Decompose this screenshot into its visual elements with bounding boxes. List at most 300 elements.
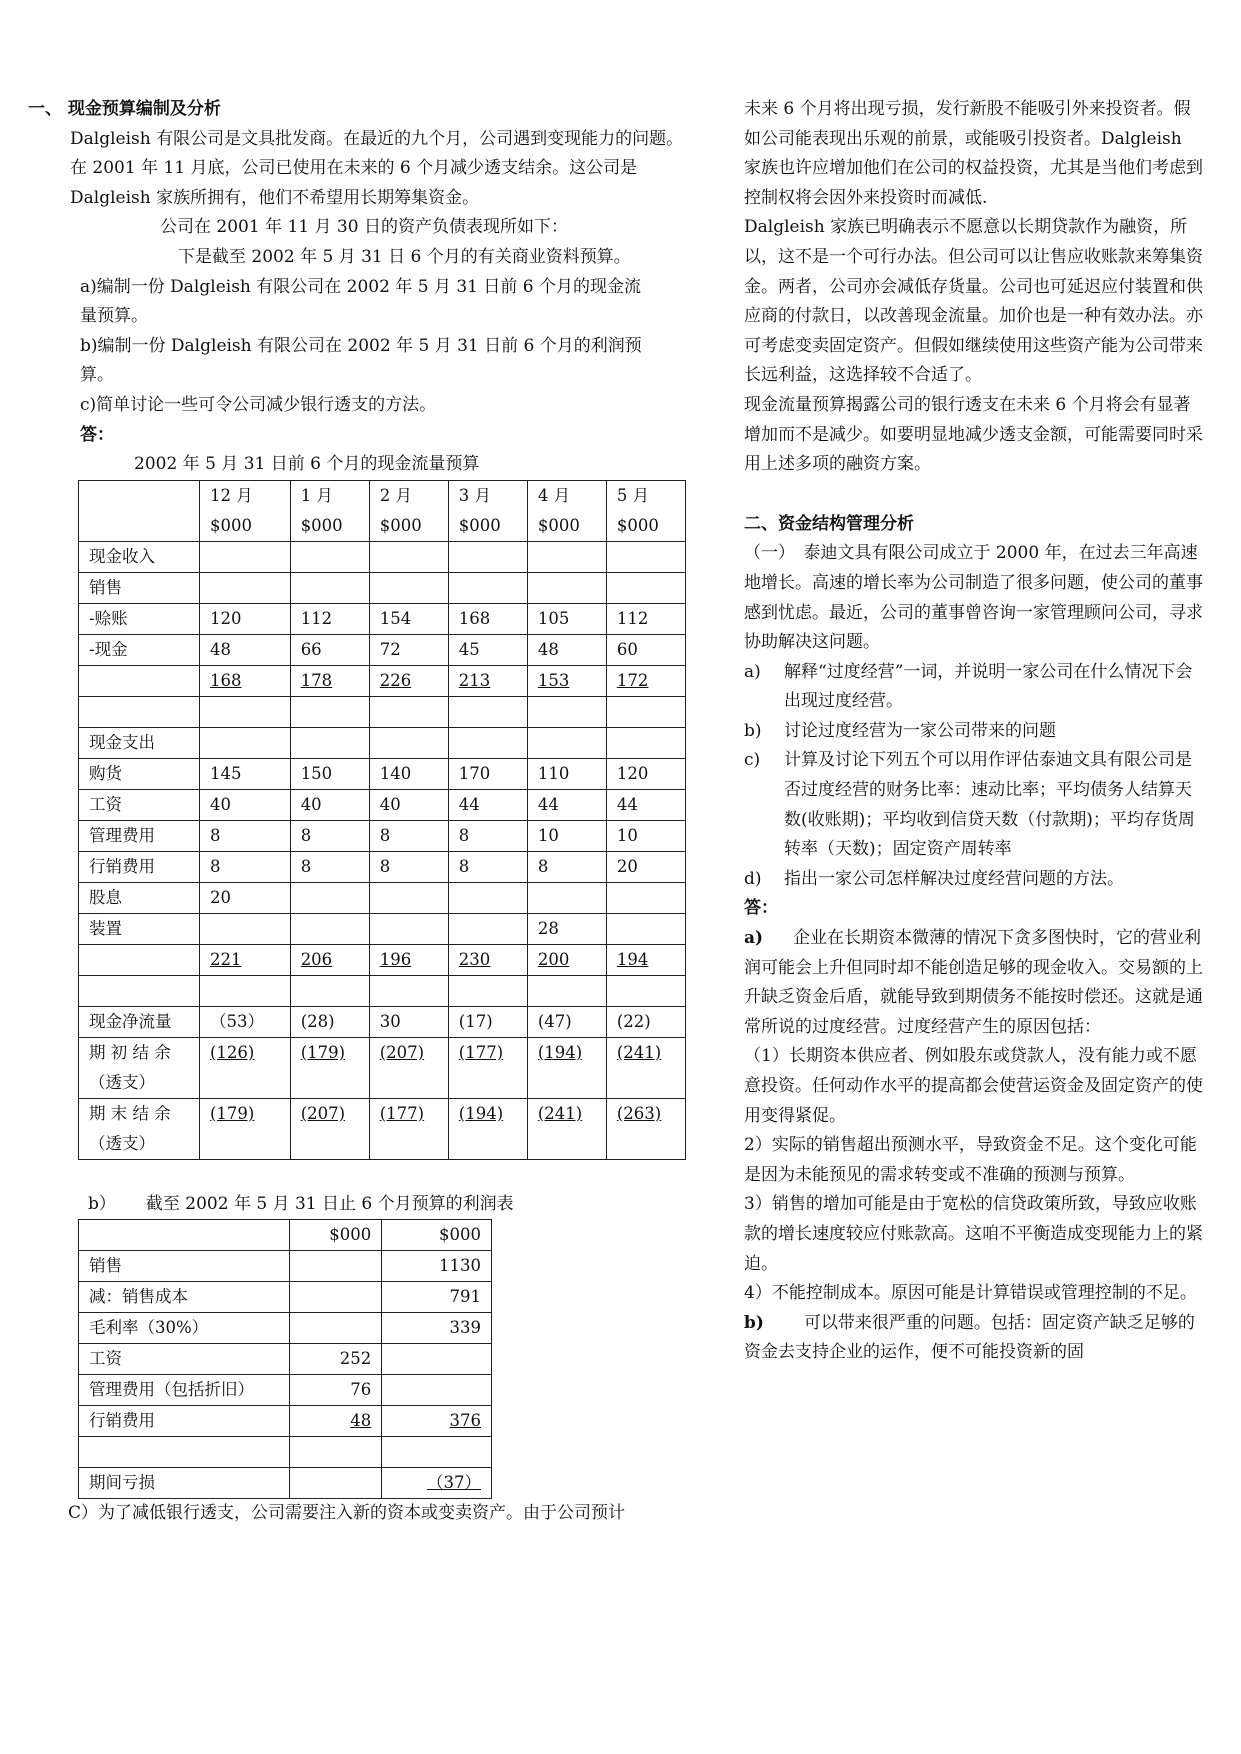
cell-value: 252	[339, 1349, 372, 1369]
cell-value: (241)	[537, 1103, 583, 1123]
cell-value: 40	[379, 794, 401, 814]
month-header	[290, 480, 369, 541]
table-cell	[527, 634, 606, 665]
table-cell	[369, 1098, 448, 1159]
table-cell	[290, 1344, 382, 1375]
cell-value: 213	[458, 670, 491, 690]
table-cell	[200, 634, 291, 665]
table-cell	[290, 1468, 382, 1499]
table-cell	[448, 882, 527, 913]
table-cell	[290, 1251, 382, 1282]
month-label: 4 月	[537, 485, 571, 505]
table-cell	[527, 603, 606, 634]
table-row	[79, 1098, 686, 1159]
table-row	[79, 820, 686, 851]
table-cell	[382, 1313, 492, 1344]
month-label: 3 月	[458, 485, 492, 505]
table-row	[79, 603, 686, 634]
row-label: 工资	[79, 789, 200, 820]
cell-value: (194)	[458, 1103, 504, 1123]
cell-value: 153	[537, 670, 570, 690]
cell-value: (177)	[379, 1103, 425, 1123]
question-b: b)编制一份 Dalgleish 有限公司在 2002 年 5 月 31 日前 6 个月的利润预算。	[80, 335, 642, 386]
list-text: 指出一家公司怎样解决过度经营问题的方法。	[784, 868, 1124, 889]
paragraph: Dalgleish 有限公司是文具批发商。在最近的九个月，公司遇到变现能力的问题。在 2001 年 11 月底，公司已使用在未来的 6 个月减少透支结余。这公司是 Dalgleish 家族所拥有，他们不希望用长期筹集资金。	[70, 128, 684, 208]
table-cell	[200, 913, 291, 944]
unit-label: $000	[616, 515, 659, 535]
table-cell	[527, 1098, 606, 1159]
unit-label: $000	[210, 515, 252, 535]
cell-value: (177)	[458, 1042, 504, 1062]
cell-value: 60	[616, 639, 638, 659]
table-row	[79, 541, 686, 572]
table-cell	[527, 541, 606, 572]
row-label: 管理费用（包括折旧）	[79, 1375, 290, 1406]
table-cell	[369, 541, 448, 572]
table-cell	[200, 572, 291, 603]
table-cell	[606, 975, 685, 1006]
answer-label: 答：	[744, 898, 778, 919]
row-label	[79, 944, 200, 975]
unit-header: $000	[382, 1220, 492, 1251]
list-marker: b)	[744, 720, 762, 741]
cell-value: 112	[616, 608, 649, 628]
table-cell	[369, 603, 448, 634]
table-cell	[369, 572, 448, 603]
list-item	[744, 746, 1204, 864]
table-row	[79, 913, 686, 944]
table-row	[79, 789, 686, 820]
row-label	[79, 975, 200, 1006]
row-label: 现金净流量	[79, 1006, 200, 1037]
table-cell	[290, 696, 369, 727]
cell-value: 178	[300, 670, 333, 690]
cell-value: 44	[458, 794, 480, 814]
cell-value: 8	[379, 825, 391, 845]
reason-4: 4）不能控制成本。原因可能是计算错误或管理控制的不足。	[744, 1283, 1197, 1304]
table-cell	[369, 913, 448, 944]
row-label: 行销费用	[79, 851, 200, 882]
table-cell	[448, 603, 527, 634]
cell-value: (17)	[458, 1011, 493, 1031]
table-cell	[527, 758, 606, 789]
table-cell	[448, 1037, 527, 1098]
cell-value: 206	[300, 949, 333, 969]
month-header	[606, 480, 685, 541]
row-label	[79, 696, 200, 727]
table-row	[79, 882, 686, 913]
table-cell	[527, 975, 606, 1006]
cell-value: 76	[350, 1380, 372, 1400]
row-label: 股息	[79, 882, 200, 913]
month-header	[448, 480, 527, 541]
table-cell	[382, 1282, 492, 1313]
month-header	[527, 480, 606, 541]
cell-value: (241)	[616, 1042, 662, 1062]
question-a: a)编制一份 Dalgleish 有限公司在 2002 年 5 月 31 日前 6 个月的现金流量预算。	[80, 276, 642, 327]
table-row	[79, 634, 686, 665]
paragraph: 未来 6 个月将出现亏损，发行新股不能吸引外来投资者。假如公司能表现出乐观的前景，或能吸引投资者。Dalgleish 家族也许应增加他们在公司的权益投资，尤其是当他们考虑到控制权将会因外来投资时而减低.	[744, 99, 1203, 208]
section-heading-1: 一、 现金预算编制及分析	[28, 99, 221, 119]
cell-value: 339	[449, 1318, 481, 1338]
table-row	[79, 1406, 492, 1437]
cell-value: 150	[300, 763, 333, 783]
list-text: 解释“过度经营”一词，并说明一家公司在什么情况下会出现过度经营。	[784, 661, 1193, 712]
table-cell	[382, 1344, 492, 1375]
table-cell	[382, 1437, 492, 1468]
table-cell	[290, 882, 369, 913]
cell-value: 8	[458, 856, 470, 876]
table-cell	[290, 1098, 369, 1159]
answer-mark: b)	[744, 1312, 764, 1333]
cell-value: 44	[616, 794, 638, 814]
month-label: 1 月	[300, 485, 333, 505]
table-cell	[527, 944, 606, 975]
table-row	[79, 975, 686, 1006]
cell-value: 194	[616, 949, 649, 969]
answer-label: 答：	[80, 424, 114, 445]
paragraph: 下是截至 2002 年 5 月 31 日 6 个月的有关商业资料预算。	[178, 246, 631, 267]
cell-value: 20	[210, 887, 231, 907]
table-cell	[606, 1006, 685, 1037]
right-column	[744, 95, 1204, 1368]
cell-value: 154	[379, 608, 412, 628]
table-cell	[200, 603, 291, 634]
row-label: 装置	[79, 913, 200, 944]
table-cell	[290, 541, 369, 572]
table-cell	[448, 665, 527, 696]
table-cell	[290, 1006, 369, 1037]
header-cell	[79, 1220, 290, 1251]
cell-value: 30	[379, 1011, 401, 1031]
cell-value: 8	[379, 856, 391, 876]
paragraph: 现金流量预算揭露公司的银行透支在未来 6 个月将会有显著增加而不是减少。如要明显地减少透支金额，可能需要同时采用上述多项的融资方案。	[744, 394, 1203, 475]
table-cell	[527, 882, 606, 913]
table-cell	[290, 758, 369, 789]
table-row	[79, 572, 686, 603]
cell-value: 105	[537, 608, 570, 628]
cell-value: (207)	[379, 1042, 425, 1062]
section-heading-2: 二、资金结构管理分析	[744, 513, 914, 534]
table-cell	[200, 882, 291, 913]
table-cell	[527, 1006, 606, 1037]
paragraph: Dalgleish 家族已明确表示不愿意以长期贷款作为融资，所以，这不是一个可行办法。但公司可以让售应收账款来筹集资金。两者，公司亦会减低存货量。公司也可延迟应付装置和供应商的付款日，以改善现金流量。加价也是一种有效办法。亦可考虑变卖固定资产。但假如继续使用这些资产能为公司带来长远利益，这选择较不合适了。	[744, 217, 1203, 386]
cell-value: 28	[537, 918, 559, 938]
list-marker: a)	[744, 661, 761, 682]
cell-value: 120	[616, 763, 649, 783]
unit-label: $000	[458, 515, 501, 535]
cell-value: 48	[537, 639, 559, 659]
paragraph: 公司在 2001 年 11 月 30 日的资产负债表现所如下：	[160, 217, 568, 238]
reason-3: 3）销售的增加可能是由于宽松的信贷政策所致，导致应收账款的增长速度较应付账款高。这咱不平衡造成变现能力上的紧迫。	[744, 1194, 1203, 1274]
cell-value: 48	[210, 639, 231, 659]
table-cell	[382, 1406, 492, 1437]
cell-value: 791	[449, 1287, 481, 1307]
table-cell	[448, 1098, 527, 1159]
table-header-row	[79, 1220, 492, 1251]
row-label: 减：销售成本	[79, 1282, 290, 1313]
table-row	[79, 1006, 686, 1037]
table-cell	[448, 572, 527, 603]
table-cell	[606, 572, 685, 603]
question-c: c)简单讨论一些可令公司减少银行透支的方法。	[80, 394, 437, 415]
row-label: 现金支出	[79, 727, 200, 758]
table-cell	[290, 789, 369, 820]
table-cell	[200, 820, 291, 851]
caption-text: 截至 2002 年 5 月 31 日止 6 个月预算的利润表	[145, 1193, 514, 1214]
table-cell	[606, 603, 685, 634]
table-cell	[200, 696, 291, 727]
cell-value: 40	[300, 794, 322, 814]
table-caption: 2002 年 5 月 31 日前 6 个月的现金流量预算	[134, 454, 480, 475]
table-cell	[369, 975, 448, 1006]
left-column	[28, 95, 688, 1529]
table-cell	[448, 696, 527, 727]
income-statement-table	[78, 1219, 492, 1499]
table-cell	[200, 944, 291, 975]
table-cell	[448, 758, 527, 789]
cell-value: 8	[458, 825, 470, 845]
table-cell	[606, 913, 685, 944]
table-cell	[606, 789, 685, 820]
table-cell	[527, 789, 606, 820]
table-cell	[527, 572, 606, 603]
cell-value: 8	[300, 825, 312, 845]
table-cell	[448, 913, 527, 944]
unit-label: $000	[537, 515, 580, 535]
cell-value: 1130	[439, 1256, 481, 1276]
cell-value: (47)	[537, 1011, 572, 1031]
list-item	[744, 717, 1204, 747]
header-cell	[79, 480, 200, 541]
table-cell	[369, 882, 448, 913]
table-cell	[606, 944, 685, 975]
table-cell	[369, 1006, 448, 1037]
answer-mark: a)	[744, 928, 764, 949]
table-cell	[290, 1375, 382, 1406]
table-cell	[290, 634, 369, 665]
table-caption	[28, 1190, 688, 1220]
cell-value: 120	[210, 608, 242, 628]
table-cell	[369, 758, 448, 789]
cell-value: 110	[537, 763, 570, 783]
table-cell	[606, 882, 685, 913]
month-header	[369, 480, 448, 541]
cell-value: 66	[300, 639, 322, 659]
table-row	[79, 944, 686, 975]
month-label: 5 月	[616, 485, 650, 505]
month-label: 12 月	[210, 485, 253, 505]
table-row	[79, 727, 686, 758]
table-cell	[290, 1282, 382, 1313]
row-label: 行销费用	[79, 1406, 290, 1437]
cell-value: 45	[458, 639, 480, 659]
table-cell	[200, 1037, 291, 1098]
cell-value: (22)	[616, 1011, 651, 1031]
row-label: 购货	[79, 758, 200, 789]
table-cell	[606, 696, 685, 727]
unit-label: $000	[300, 515, 343, 535]
answer-a	[744, 924, 1204, 1042]
table-cell	[290, 1037, 369, 1098]
table-cell	[290, 1437, 382, 1468]
cell-value: 168	[210, 670, 242, 690]
cell-value: (28)	[300, 1011, 335, 1031]
cell-value: 200	[537, 949, 570, 969]
row-label: 毛利率（30%）	[79, 1313, 290, 1344]
cell-value: 72	[379, 639, 401, 659]
list-item	[744, 658, 1204, 717]
cell-value: (263)	[616, 1103, 662, 1123]
cell-value: 376	[449, 1411, 481, 1431]
table-cell	[606, 541, 685, 572]
table-cell	[290, 1313, 382, 1344]
cell-value: 140	[379, 763, 412, 783]
table-cell	[369, 820, 448, 851]
row-label	[79, 1437, 290, 1468]
table-cell	[200, 727, 291, 758]
row-label: 现金收入	[79, 541, 200, 572]
list-text: 讨论过度经营为一家公司带来的问题	[784, 720, 1056, 741]
table-cell	[200, 1098, 291, 1159]
cash-flow-table	[78, 480, 686, 1160]
table-row	[79, 851, 686, 882]
cell-value: 221	[210, 949, 242, 969]
table-cell	[369, 1037, 448, 1098]
table-cell	[527, 727, 606, 758]
list-marker: c)	[744, 750, 761, 771]
cell-value: 230	[458, 949, 491, 969]
table-row	[79, 1437, 492, 1468]
reason-2: 2）实际的销售超出预测水平，导致资金不足。这个变化可能是因为未能预见的需求转变或不准确的预测与预算。	[744, 1135, 1197, 1185]
table-cell	[606, 851, 685, 882]
row-label: -现金	[79, 634, 200, 665]
cell-value: 8	[300, 856, 312, 876]
cell-value: 145	[210, 763, 242, 783]
table-cell	[200, 975, 291, 1006]
table-cell	[448, 851, 527, 882]
table-cell	[200, 665, 291, 696]
table-row	[79, 1468, 492, 1499]
table-cell	[290, 727, 369, 758]
table-cell	[369, 727, 448, 758]
table-cell	[448, 541, 527, 572]
table-cell	[606, 665, 685, 696]
cell-value: 168	[458, 608, 491, 628]
table-cell	[606, 758, 685, 789]
row-label: 销售	[79, 1251, 290, 1282]
table-cell	[448, 727, 527, 758]
table-cell	[382, 1375, 492, 1406]
cell-value: (179)	[210, 1103, 255, 1123]
table-cell	[200, 541, 291, 572]
cell-value: (207)	[300, 1103, 346, 1123]
unit-label: $000	[379, 515, 422, 535]
cell-value: 112	[300, 608, 333, 628]
table-cell	[382, 1251, 492, 1282]
row-label: 工资	[79, 1344, 290, 1375]
row-label: 期 末 结 余（透支）	[79, 1098, 200, 1159]
table-cell	[606, 727, 685, 758]
row-label: 期间亏损	[79, 1468, 290, 1499]
row-label: 销售	[79, 572, 200, 603]
cell-value: (126)	[210, 1042, 255, 1062]
table-cell	[200, 789, 291, 820]
table-cell	[200, 758, 291, 789]
table-cell	[369, 665, 448, 696]
cell-value: 10	[537, 825, 559, 845]
cell-value: （37）	[427, 1473, 481, 1493]
table-cell	[527, 913, 606, 944]
table-cell	[448, 975, 527, 1006]
table-cell	[290, 665, 369, 696]
table-cell	[200, 1006, 291, 1037]
cell-value: 8	[210, 825, 221, 845]
answer-b	[744, 1309, 1204, 1368]
cell-value: 226	[379, 670, 412, 690]
cell-value: 10	[616, 825, 638, 845]
table-cell	[527, 1037, 606, 1098]
cell-value: 40	[210, 794, 231, 814]
answer-text: 可以带来很严重的问题。包括：固定资产缺乏足够的资金去支持企业的运作，便不可能投资新的固	[744, 1312, 1195, 1363]
table-cell	[527, 696, 606, 727]
table-cell	[448, 944, 527, 975]
paragraph: （一） 泰迪文具有限公司成立于 2000 年，在过去三年高速地增长。高速的增长率为公司制造了很多问题，使公司的董事感到忧虑。最近，公司的董事曾咨询一家管理顾问公司，寻求协助解决这问题。	[744, 543, 1203, 653]
table-header-row	[79, 480, 686, 541]
table-row	[79, 696, 686, 727]
table-cell	[606, 820, 685, 851]
table-cell	[448, 1006, 527, 1037]
cell-value: 196	[379, 949, 412, 969]
table-cell	[369, 851, 448, 882]
table-cell	[290, 944, 369, 975]
table-row	[79, 1037, 686, 1098]
row-label: -赊账	[79, 603, 200, 634]
table-row	[79, 1375, 492, 1406]
table-cell	[448, 820, 527, 851]
table-cell	[290, 820, 369, 851]
table-cell	[527, 820, 606, 851]
table-cell	[527, 665, 606, 696]
cell-value: (179)	[300, 1042, 346, 1062]
cell-value: 8	[210, 856, 221, 876]
table-row	[79, 758, 686, 789]
reason-1: （1）长期资本供应者、例如股东或贷款人，没有能力或不愿意投资。任何动作水平的提高都会使营运资金及固定资产的使用变得紧促。	[744, 1046, 1203, 1126]
table-cell	[290, 603, 369, 634]
table-cell	[606, 1037, 685, 1098]
table-cell	[527, 851, 606, 882]
cell-value: （53）	[210, 1011, 264, 1031]
month-header	[200, 480, 291, 541]
table-cell	[606, 634, 685, 665]
row-label: 管理费用	[79, 820, 200, 851]
paragraph: C）为了减低银行透支，公司需要注入新的资本或变卖资产。由于公司预计	[68, 1503, 626, 1524]
table-cell	[382, 1468, 492, 1499]
answer-text: 企业在长期资本微薄的情况下贪多图快时，它的营业利润可能会上升但同时却不能创造足够的现金收入。交易额的上升缺乏资金后盾，就能导致到期债务不能按时偿还。这就是通常所说的过度经营。过度经营产生的原因包括：	[744, 928, 1203, 1037]
month-label: 2 月	[379, 485, 412, 505]
row-label: 期 初 结 余（透支）	[79, 1037, 200, 1098]
cell-value: 8	[537, 856, 549, 876]
cell-value: 44	[537, 794, 559, 814]
table-cell	[369, 789, 448, 820]
table-cell	[290, 913, 369, 944]
table-cell	[290, 572, 369, 603]
cell-value: (194)	[537, 1042, 583, 1062]
row-label	[79, 665, 200, 696]
cell-value: 170	[458, 763, 491, 783]
table-cell	[290, 975, 369, 1006]
table-row	[79, 1251, 492, 1282]
